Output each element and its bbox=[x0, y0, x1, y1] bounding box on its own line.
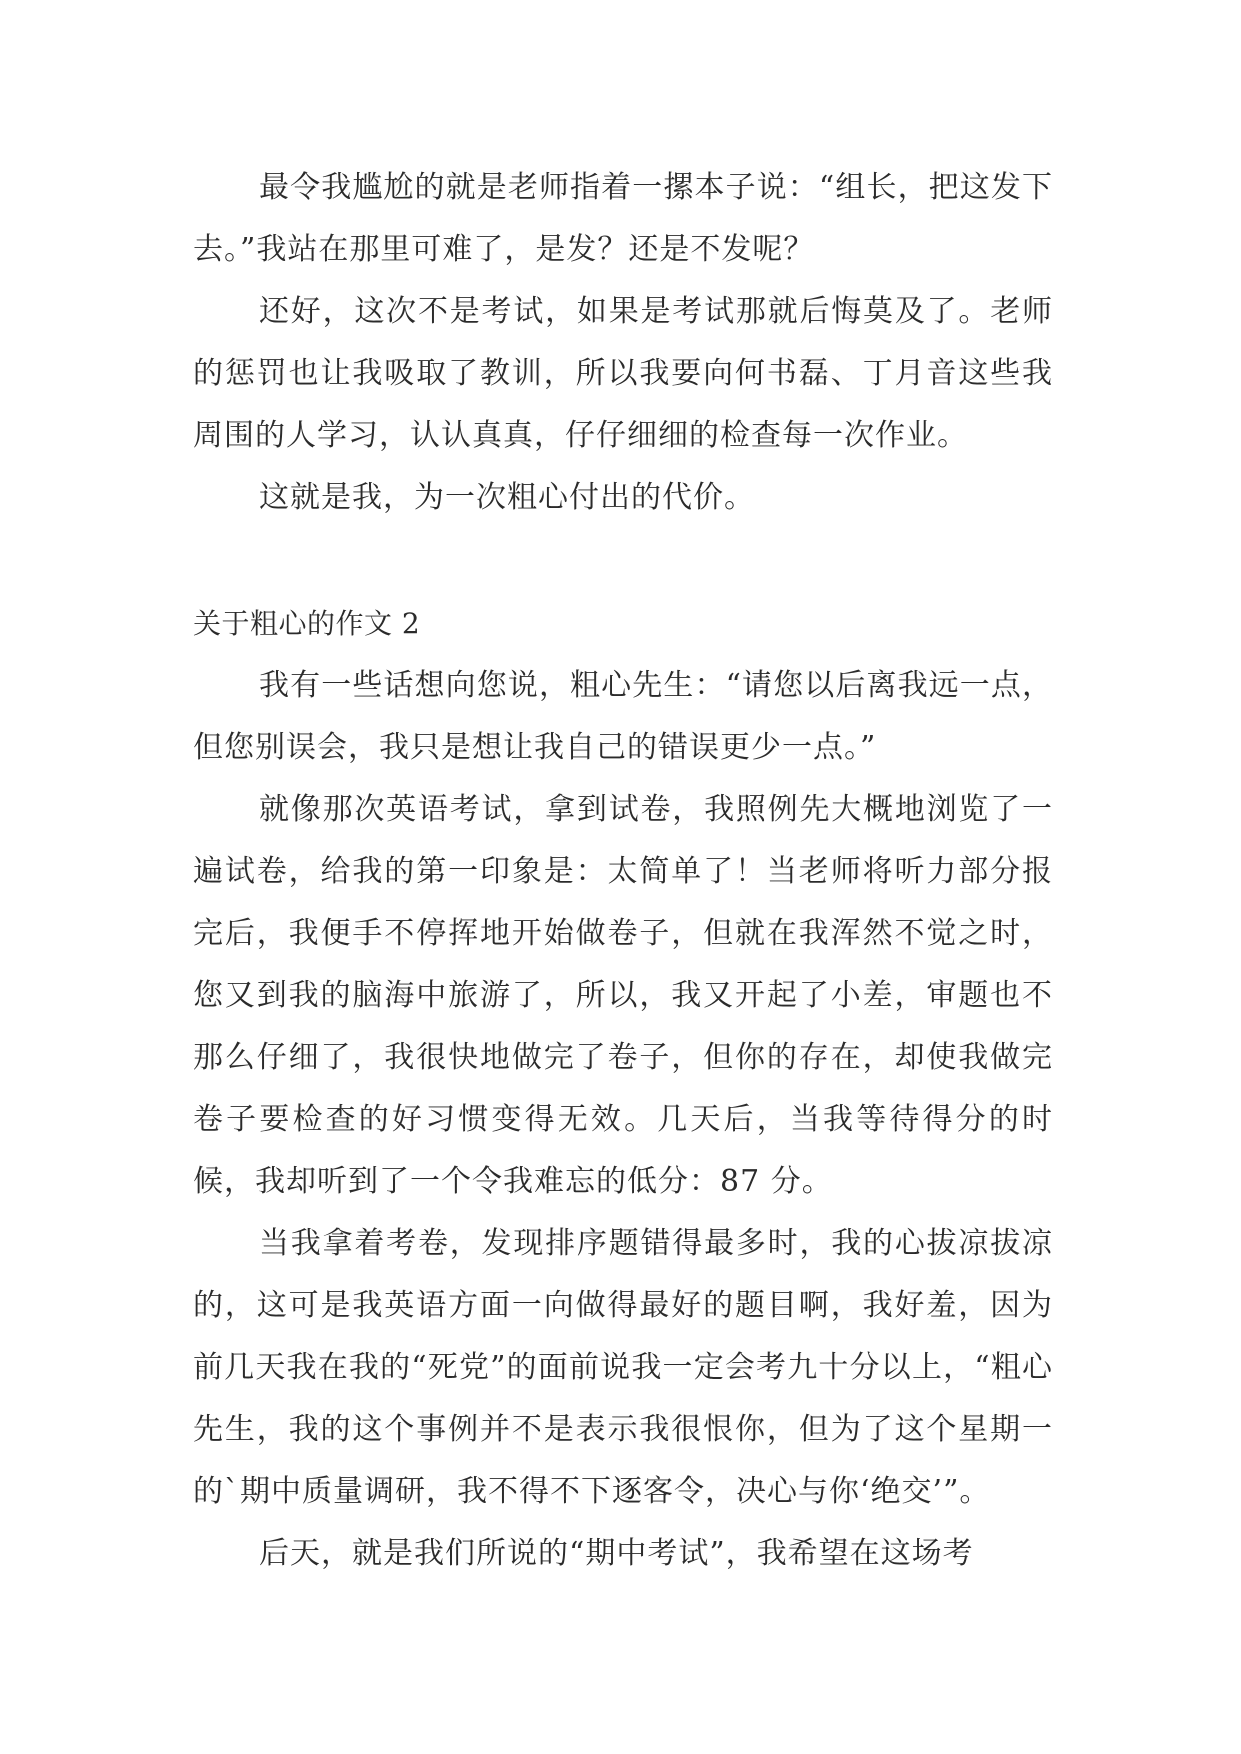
paragraph: 最令我尴尬的就是老师指着一摞本子说：“组长，把这发下去。”我站在那里可难了，是发？还是不发呢？ bbox=[193, 170, 1053, 267]
document-body bbox=[193, 157, 1053, 1585]
paragraph: 还好，这次不是考试，如果是考试那就后悔莫及了。老师的惩罚也让我吸取了教训，所以我要向何书磊、丁月音这些我周围的人学习，认认真真，仔仔细细的检查每一次作业。 bbox=[193, 294, 1053, 453]
paragraph: 就像那次英语考试，拿到试卷，我照例先大概地浏览了一遍试卷，给我的第一印象是：太简单了！当老师将听力部分报完后，我便手不停挥地开始做卷子，但就在我浑然不觉之时，您又到我的脑海中旅游了，所以，我又开起了小差，审题也不那么仔细了，我很快地做完了卷子，但你的存在，却使我做完卷子要检查的好习惯变得无效。几天后，当我等待得分的时候，我却听到了一个令我难忘的低分：87 分。 bbox=[193, 792, 1053, 1199]
paragraph: 我有一些话想向您说，粗心先生：“请您以后离我远一点，但您别误会，我只是想让我自己的错误更少一点。” bbox=[193, 668, 1053, 765]
section-heading: 关于粗心的作文 2 bbox=[193, 607, 421, 640]
paragraph: 这就是我，为一次粗心付出的代价。 bbox=[259, 480, 755, 515]
paragraph: 当我拿着考卷，发现排序题错得最多时，我的心拔凉拔凉的，这可是我英语方面一向做得最好的题目啊，我好羞，因为前几天我在我的“死党”的面前说我一定会考九十分以上，“粗心先生，我的这个事例并不是表示我很恨你，但为了这个星期一的`期中质量调研，我不得不下逐客令，决心与你‘绝交’”。 bbox=[193, 1226, 1053, 1509]
section-spacer bbox=[193, 529, 1053, 593]
paragraph: 后天，就是我们所说的“期中考试”，我希望在这场考 bbox=[259, 1536, 974, 1571]
